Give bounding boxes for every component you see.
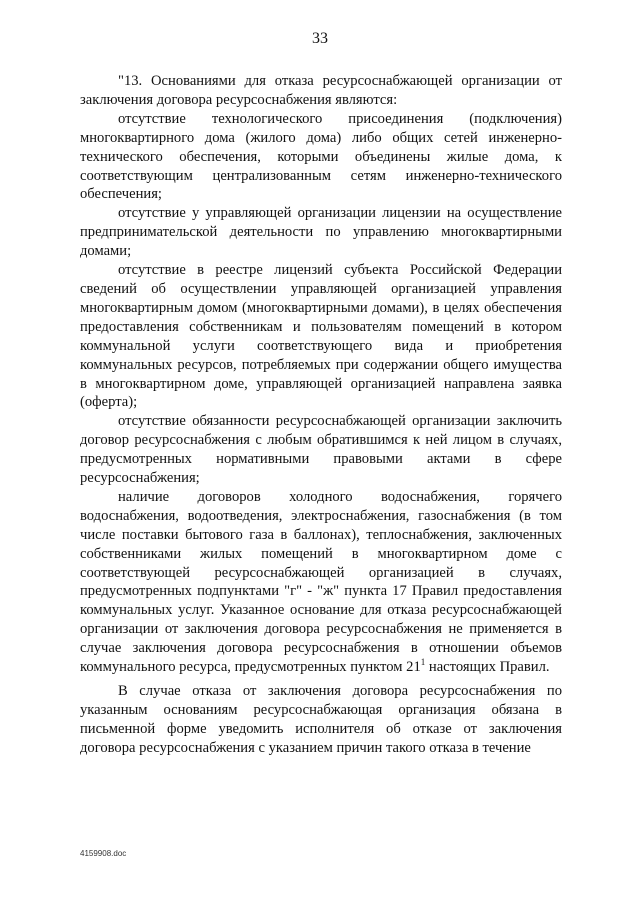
paragraph-item-last <box>80 488 562 677</box>
paragraph-item: отсутствие технологического присоединения (подключения) многоквартирного дома (жилого дома) либо общих сетей инженерно-технического обеспечения, которыми объединены жилые дома, к соответствующим централизованным сетям инженерно-технического обеспечения; <box>80 110 562 203</box>
footnote-superscript: 1 <box>420 657 426 668</box>
footer-filename: 4159908.doc <box>80 849 127 858</box>
paragraph-item: отсутствие у управляющей организации лицензии на осуществление предпринимательской деятельности по управлению многоквартирными домами; <box>80 205 562 260</box>
document-body <box>80 72 562 758</box>
paragraph-item: отсутствие обязанности ресурсоснабжающей организации заключить договор ресурсоснабжения с любым обратившимся к ней лицом в случаях, предусмотренных нормативными правовыми актами в сфере ресурсоснабжения; <box>80 413 562 487</box>
paragraph-item: отсутствие в реестре лицензий субъекта Российской Федерации сведений об осуществлении управляющей организацией управления многоквартирным домом (многоквартирными домами), в целях обеспечения предоставления собственникам и пользователям помещений в котором коммунальной услуги соответствующего вида и приобретения коммунальных ресурсов, потребляемых при содержании общего имущества в многоквартирном доме, управляющей организацией направлена заявка (оферта); <box>80 262 562 411</box>
paragraph-notice: В случае отказа от заключения договора ресурсоснабжения по указанным основаниям ресурсоснабжающая организация обязана в письменной форме уведомить исполнителя об отказе от заключения договора ресурсоснабжения с указанием причин такого отказа в течение <box>80 683 562 756</box>
page-number: 33 <box>312 30 328 47</box>
paragraph-item-tail: настоящих Правил. <box>425 659 550 676</box>
paragraph-item-text: наличие договоров холодного водоснабжения, горячего водоснабжения, водоотведения, электроснабжения, газоснабжения (в том числе поставки бытового газа в баллонах), теплоснабжения, заключенных собственниками жилых помещений в многоквартирном доме с соответствующей ресурсоснабжающей организацией в случаях, предусмотренных подпунктами "г" - "ж" пункта 17 Правил предоставления коммунальных услуг. Указанное основание для отказа ресурсоснабжающей организации от заключения договора ресурсоснабжения не применяется в случае заключения договора ресурсоснабжения в отношении объемов коммунального ресурса, предусмотренных пунктом 21 <box>80 488 562 676</box>
paragraph-intro: "13. Основаниями для отказа ресурсоснабжающей организации от заключения договора ресурсоснабжения являются: <box>80 73 562 108</box>
